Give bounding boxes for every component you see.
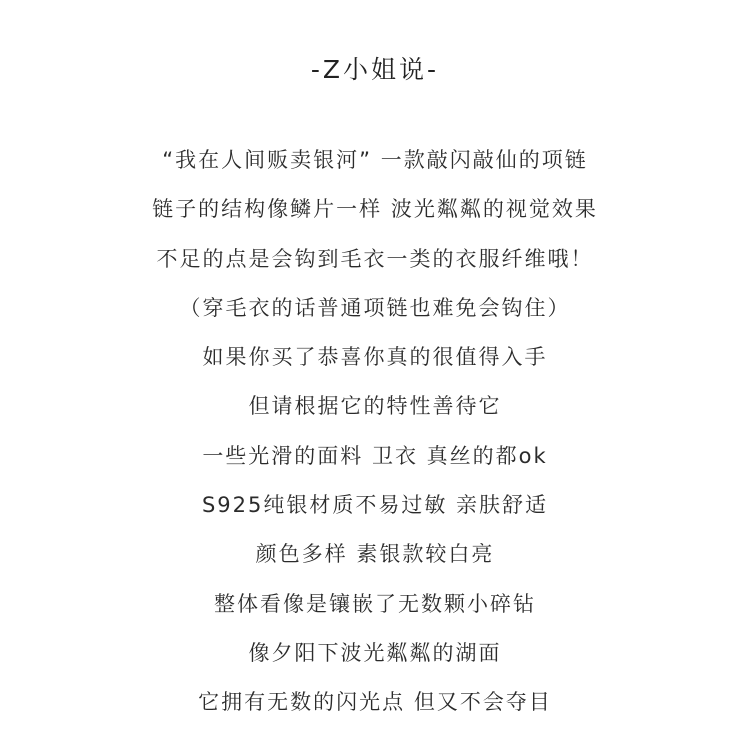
- text-line: （穿毛衣的话普通项链也难免会钩住）: [179, 295, 571, 320]
- text-line: 像夕阳下波光粼粼的湖面: [248, 640, 502, 665]
- body-text: [0, 140, 750, 732]
- text-line: 不足的点是会钩到毛衣一类的衣服纤维哦！: [156, 246, 594, 271]
- text-line: 但请根据它的特性善待它: [248, 394, 502, 419]
- text-line: 如果你买了恭喜你真的很值得入手: [202, 345, 548, 370]
- text-line: 整体看像是镶嵌了无数颗小碎钻: [214, 591, 536, 616]
- page-title: -Z小姐说-: [310, 55, 440, 84]
- text-line: 一些光滑的面料 卫衣 真丝的都ok: [202, 443, 548, 468]
- text-line: 颜色多样 素银款较白亮: [255, 542, 495, 567]
- text-line: 链子的结构像鳞片一样 波光粼粼的视觉效果: [152, 197, 598, 222]
- text-line: 它拥有无数的闪光点 但又不会夺目: [198, 690, 552, 715]
- text-line: “我在人间贩卖银河” 一款敲闪敲仙的项链: [162, 148, 588, 172]
- text-line: S925纯银材质不易过敏 亲肤舒适: [201, 493, 549, 518]
